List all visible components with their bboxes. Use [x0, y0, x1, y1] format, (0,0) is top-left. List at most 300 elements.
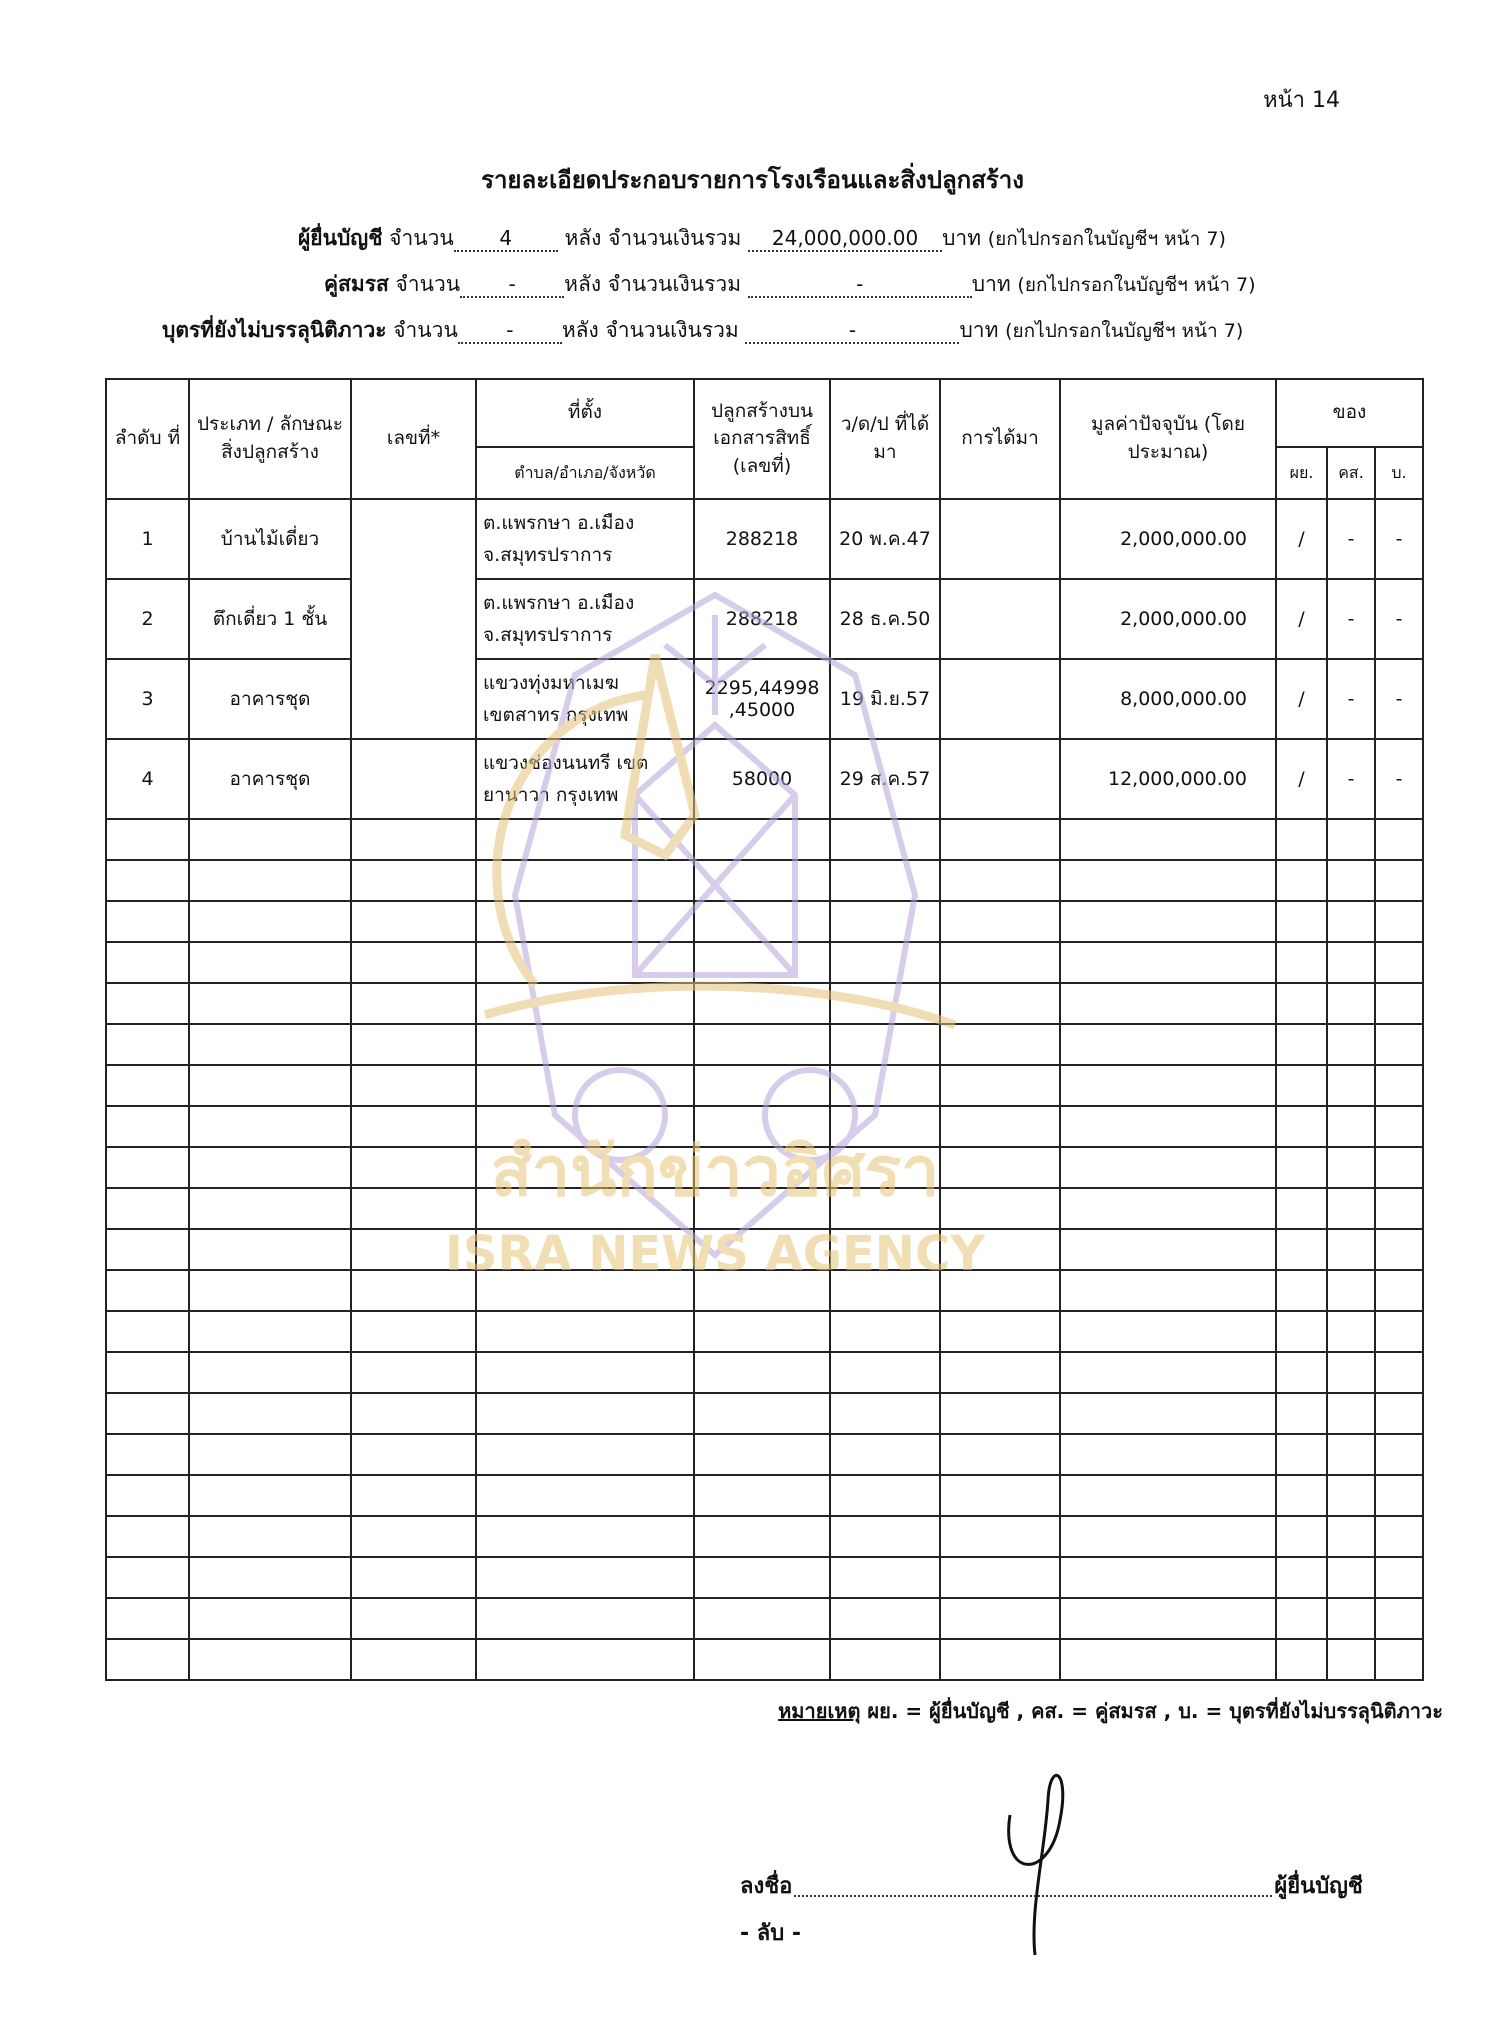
empty-cell [940, 1352, 1060, 1393]
empty-cell [1375, 1065, 1423, 1106]
empty-cell [1375, 1188, 1423, 1229]
empty-cell [940, 1516, 1060, 1557]
empty-cell [830, 1065, 940, 1106]
empty-cell [830, 901, 940, 942]
cell-owner-filer: / [1276, 499, 1327, 579]
remark [778, 1695, 1443, 1727]
empty-cell [940, 1270, 1060, 1311]
cell-seq: 1 [106, 499, 189, 579]
cell-type: ตึกเดี่ยว 1 ชั้น [189, 579, 351, 659]
empty-cell [1060, 1024, 1276, 1065]
empty-table-row [106, 1229, 1423, 1270]
empty-cell [476, 983, 694, 1024]
empty-cell [940, 1024, 1060, 1065]
empty-cell [189, 942, 351, 983]
summary-total-label: จำนวนเงินรวม [607, 272, 742, 296]
header-owner-child: บ. [1375, 447, 1423, 499]
empty-cell [1060, 819, 1276, 860]
empty-cell [940, 1557, 1060, 1598]
header-number: เลขที่* [351, 379, 476, 499]
empty-cell [1276, 819, 1327, 860]
empty-cell [106, 819, 189, 860]
cell-owner-spouse: - [1327, 659, 1375, 739]
summary-who: บุตรที่ยังไม่บรรลุนิติภาวะ [162, 318, 387, 342]
empty-cell [830, 819, 940, 860]
empty-cell [830, 860, 940, 901]
summary-total-label: จำนวนเงินรวม [608, 226, 742, 250]
empty-cell [1375, 1229, 1423, 1270]
empty-cell [1327, 983, 1375, 1024]
empty-cell [476, 1352, 694, 1393]
empty-cell [1375, 1393, 1423, 1434]
empty-cell [189, 1147, 351, 1188]
empty-cell [351, 1516, 476, 1557]
empty-cell [351, 1639, 476, 1680]
empty-cell [106, 1065, 189, 1106]
empty-cell [189, 901, 351, 942]
header-owner: ของ [1276, 379, 1423, 447]
empty-cell [1327, 1188, 1375, 1229]
empty-table-row [106, 1270, 1423, 1311]
empty-cell [1375, 1270, 1423, 1311]
summary-minor-children [162, 314, 1243, 347]
summary-count: - [460, 272, 564, 298]
summary-who: คู่สมรส [324, 272, 389, 296]
empty-cell [830, 1639, 940, 1680]
empty-cell [476, 1557, 694, 1598]
empty-cell [694, 1352, 830, 1393]
empty-cell [1327, 1106, 1375, 1147]
cell-seq: 4 [106, 739, 189, 819]
empty-cell [476, 1475, 694, 1516]
empty-cell [1060, 1188, 1276, 1229]
empty-cell [189, 1270, 351, 1311]
empty-cell [106, 1475, 189, 1516]
cell-value: 8,000,000.00 [1060, 659, 1276, 739]
empty-cell [476, 1188, 694, 1229]
cell-number [351, 499, 476, 579]
empty-cell [106, 1434, 189, 1475]
header-deed: ปลูกสร้างบน เอกสารสิทธิ์ (เลขที่) [694, 379, 830, 499]
remark-text: ผย. = ผู้ยื่นบัญชี , คส. = คู่สมรส , บ. = บุตรที่ยังไม่บรรลุนิติภาวะ [867, 1699, 1443, 1723]
empty-cell [351, 1557, 476, 1598]
empty-cell [1375, 1147, 1423, 1188]
summary-currency: บาท [971, 272, 1011, 296]
empty-cell [1276, 1147, 1327, 1188]
empty-cell [830, 1024, 940, 1065]
empty-cell [189, 983, 351, 1024]
empty-cell [694, 942, 830, 983]
summary-filer [298, 222, 1226, 255]
empty-cell [694, 1475, 830, 1516]
empty-cell [1060, 1270, 1276, 1311]
summary-currency: บาท [959, 318, 999, 342]
empty-cell [1060, 983, 1276, 1024]
cell-owner-child: - [1375, 499, 1423, 579]
empty-cell [1327, 1475, 1375, 1516]
empty-cell [694, 1065, 830, 1106]
empty-cell [189, 1311, 351, 1352]
empty-cell [1060, 860, 1276, 901]
empty-cell [189, 1024, 351, 1065]
cell-date: 20 พ.ค.47 [830, 499, 940, 579]
cell-owner-child: - [1375, 739, 1423, 819]
cell-owner-child: - [1375, 659, 1423, 739]
empty-cell [351, 1229, 476, 1270]
empty-cell [189, 1229, 351, 1270]
empty-cell [1327, 819, 1375, 860]
empty-cell [830, 1188, 940, 1229]
cell-number [351, 739, 476, 819]
empty-table-row [106, 1475, 1423, 1516]
empty-cell [694, 860, 830, 901]
empty-cell [106, 1516, 189, 1557]
empty-cell [1276, 1516, 1327, 1557]
location-line-1: แขวงช่องนนทรี เขต [483, 751, 649, 774]
empty-cell [476, 901, 694, 942]
empty-cell [189, 1639, 351, 1680]
cell-location [476, 499, 694, 579]
empty-table-row [106, 1598, 1423, 1639]
location-line-2: จ.สมุทรปราการ [483, 544, 613, 566]
empty-cell [1375, 1434, 1423, 1475]
summary-count-label: จำนวน [393, 318, 458, 342]
empty-cell [351, 1024, 476, 1065]
empty-cell [940, 942, 1060, 983]
empty-cell [1276, 1065, 1327, 1106]
empty-cell [1060, 1352, 1276, 1393]
empty-cell [1276, 1352, 1327, 1393]
empty-cell [694, 1393, 830, 1434]
empty-table-row [106, 942, 1423, 983]
empty-cell [1327, 1065, 1375, 1106]
empty-cell [1375, 1516, 1423, 1557]
empty-cell [1060, 1393, 1276, 1434]
summary-total: - [748, 272, 972, 298]
empty-cell [351, 1475, 476, 1516]
empty-cell [830, 1229, 940, 1270]
summary-count: - [458, 318, 562, 344]
cell-date: 28 ธ.ค.50 [830, 579, 940, 659]
empty-cell [476, 1639, 694, 1680]
empty-cell [830, 1516, 940, 1557]
empty-cell [940, 1229, 1060, 1270]
empty-cell [1375, 1352, 1423, 1393]
empty-cell [830, 1475, 940, 1516]
cell-location [476, 739, 694, 819]
empty-cell [1060, 1639, 1276, 1680]
empty-cell [1327, 1557, 1375, 1598]
cell-owner-filer: / [1276, 659, 1327, 739]
empty-cell [476, 1434, 694, 1475]
empty-cell [940, 860, 1060, 901]
empty-cell [694, 983, 830, 1024]
empty-cell [106, 1557, 189, 1598]
summary-total-label: จำนวนเงินรวม [605, 318, 739, 342]
empty-cell [1276, 1188, 1327, 1229]
empty-cell [940, 1598, 1060, 1639]
cell-owner-spouse: - [1327, 499, 1375, 579]
cell-deed: 288218 [694, 499, 830, 579]
empty-cell [189, 1598, 351, 1639]
empty-cell [694, 1188, 830, 1229]
empty-cell [1060, 1229, 1276, 1270]
location-line-1: ต.แพรกษา อ.เมือง [483, 591, 635, 614]
empty-cell [1327, 860, 1375, 901]
empty-cell [830, 983, 940, 1024]
location-line-2: เขตสาทร กรุงเทพ [483, 704, 629, 726]
cell-owner-spouse: - [1327, 739, 1375, 819]
empty-cell [1276, 942, 1327, 983]
empty-cell [1276, 860, 1327, 901]
empty-cell [1060, 1311, 1276, 1352]
empty-cell [476, 860, 694, 901]
summary-unit: หลัง [561, 318, 599, 342]
empty-cell [189, 1106, 351, 1147]
empty-cell [351, 819, 476, 860]
cell-owner-filer: / [1276, 579, 1327, 659]
empty-cell [351, 1434, 476, 1475]
empty-cell [106, 1024, 189, 1065]
location-line-1: ต.แพรกษา อ.เมือง [483, 511, 635, 534]
empty-cell [106, 1598, 189, 1639]
empty-cell [830, 1311, 940, 1352]
empty-cell [1327, 1393, 1375, 1434]
empty-cell [1060, 1434, 1276, 1475]
empty-cell [1375, 1106, 1423, 1147]
empty-cell [189, 1352, 351, 1393]
empty-table-row [106, 1147, 1423, 1188]
empty-cell [189, 1065, 351, 1106]
cell-owner-filer: / [1276, 739, 1327, 819]
empty-cell [940, 1065, 1060, 1106]
empty-cell [106, 1147, 189, 1188]
sign-role: ผู้ยื่นบัญชี [1274, 1874, 1363, 1899]
empty-cell [694, 1557, 830, 1598]
empty-cell [940, 1475, 1060, 1516]
empty-cell [694, 1024, 830, 1065]
classification-mark: - ลับ - [740, 1921, 802, 1946]
sign-label: ลงชื่อ [740, 1874, 793, 1899]
empty-table-row [106, 1639, 1423, 1680]
empty-cell [1375, 1557, 1423, 1598]
empty-cell [1375, 1024, 1423, 1065]
header-value: มูลค่าปัจจุบัน (โดยประมาณ) [1060, 379, 1276, 499]
empty-cell [476, 1106, 694, 1147]
empty-cell [106, 1311, 189, 1352]
empty-cell [940, 1106, 1060, 1147]
empty-cell [1327, 901, 1375, 942]
empty-cell [189, 860, 351, 901]
empty-cell [1276, 1024, 1327, 1065]
header-owner-filer: ผย. [1276, 447, 1327, 499]
empty-table-row [106, 1352, 1423, 1393]
empty-cell [1060, 901, 1276, 942]
empty-cell [351, 1352, 476, 1393]
empty-cell [830, 1434, 940, 1475]
empty-cell [1276, 1434, 1327, 1475]
empty-cell [476, 1516, 694, 1557]
empty-cell [351, 1393, 476, 1434]
empty-cell [476, 1311, 694, 1352]
empty-cell [106, 1106, 189, 1147]
empty-cell [106, 1352, 189, 1393]
empty-cell [476, 1393, 694, 1434]
location-line-2: ยานาวา กรุงเทพ [483, 784, 619, 806]
empty-cell [940, 901, 1060, 942]
empty-cell [189, 1188, 351, 1229]
empty-cell [1060, 942, 1276, 983]
empty-cell [351, 1311, 476, 1352]
empty-cell [694, 1147, 830, 1188]
empty-cell [1327, 1311, 1375, 1352]
empty-cell [830, 1598, 940, 1639]
empty-cell [476, 1270, 694, 1311]
empty-cell [106, 942, 189, 983]
cell-owner-child: - [1375, 579, 1423, 659]
empty-table-row [106, 1106, 1423, 1147]
empty-cell [189, 1475, 351, 1516]
cell-seq: 2 [106, 579, 189, 659]
page-number: หน้า 14 [1263, 88, 1340, 113]
empty-cell [1276, 1639, 1327, 1680]
empty-cell [351, 1147, 476, 1188]
empty-cell [1375, 1475, 1423, 1516]
empty-table-row [106, 819, 1423, 860]
empty-cell [106, 901, 189, 942]
empty-cell [1276, 1475, 1327, 1516]
empty-table-row [106, 1024, 1423, 1065]
empty-cell [106, 983, 189, 1024]
header-acquire: การได้มา [940, 379, 1060, 499]
empty-cell [1060, 1516, 1276, 1557]
summary-spouse [324, 268, 1256, 301]
empty-cell [1276, 901, 1327, 942]
header-location: ที่ตั้ง [476, 379, 694, 447]
empty-cell [1375, 942, 1423, 983]
empty-cell [106, 1270, 189, 1311]
empty-cell [694, 1598, 830, 1639]
empty-cell [189, 1393, 351, 1434]
header-date: ว/ด/ป ที่ได้มา [830, 379, 940, 499]
watermark-text-thai: สำนักข่าวอิศรา [490, 1133, 940, 1212]
empty-cell [1276, 1557, 1327, 1598]
empty-cell [1375, 983, 1423, 1024]
table-row [106, 659, 1423, 739]
cell-seq: 3 [106, 659, 189, 739]
empty-cell [694, 1229, 830, 1270]
cell-number [351, 659, 476, 739]
empty-cell [476, 942, 694, 983]
empty-cell [1327, 1639, 1375, 1680]
header-location-sub: ตำบล/อำเภอ/จังหวัด [476, 447, 694, 499]
location-line-1: แขวงทุ่งมหาเมฆ [483, 671, 619, 694]
empty-cell [1276, 983, 1327, 1024]
empty-cell [940, 1311, 1060, 1352]
empty-cell [694, 1434, 830, 1475]
summary-unit: หลัง [564, 272, 602, 296]
empty-cell [476, 1065, 694, 1106]
empty-cell [1327, 1516, 1375, 1557]
watermark-text-english: ISRA NEWS AGENCY [445, 1226, 985, 1282]
empty-cell [694, 1106, 830, 1147]
empty-cell [1327, 1270, 1375, 1311]
empty-cell [351, 901, 476, 942]
summary-note: (ยกไปกรอกในบัญชีฯ หน้า 7) [1017, 274, 1256, 296]
empty-cell [106, 1229, 189, 1270]
cell-value: 2,000,000.00 [1060, 499, 1276, 579]
empty-cell [1375, 1311, 1423, 1352]
summary-currency: บาท [942, 226, 982, 250]
empty-cell [476, 819, 694, 860]
empty-cell [694, 901, 830, 942]
empty-cell [476, 1229, 694, 1270]
empty-table-row [106, 1516, 1423, 1557]
empty-cell [1327, 1229, 1375, 1270]
summary-count: 4 [454, 226, 558, 252]
cell-type: อาคารชุด [189, 659, 351, 739]
empty-cell [476, 1024, 694, 1065]
location-line-2: จ.สมุทรปราการ [483, 624, 613, 646]
empty-cell [1060, 1598, 1276, 1639]
empty-cell [694, 1270, 830, 1311]
empty-cell [830, 1106, 940, 1147]
empty-cell [940, 983, 1060, 1024]
empty-cell [189, 819, 351, 860]
empty-cell [189, 1557, 351, 1598]
handwritten-signature [990, 1760, 1100, 1960]
empty-table-row [106, 860, 1423, 901]
cell-deed: 2295,44998 ,45000 [694, 659, 830, 739]
empty-cell [1327, 1434, 1375, 1475]
empty-table-row [106, 1311, 1423, 1352]
cell-value: 12,000,000.00 [1060, 739, 1276, 819]
empty-cell [351, 1106, 476, 1147]
empty-cell [830, 1352, 940, 1393]
buildings-table [105, 378, 1424, 1681]
empty-cell [1276, 1598, 1327, 1639]
empty-cell [351, 983, 476, 1024]
empty-cell [1060, 1557, 1276, 1598]
empty-cell [351, 1270, 476, 1311]
table-row [106, 499, 1423, 579]
empty-table-row [106, 1065, 1423, 1106]
empty-cell [1375, 1639, 1423, 1680]
cell-type: อาคารชุด [189, 739, 351, 819]
summary-who: ผู้ยื่นบัญชี [298, 226, 383, 250]
signature-line [740, 1868, 1363, 1903]
empty-cell [1060, 1106, 1276, 1147]
empty-cell [940, 1639, 1060, 1680]
empty-cell [189, 1434, 351, 1475]
empty-cell [1276, 1311, 1327, 1352]
summary-note: (ยกไปกรอกในบัญชีฯ หน้า 7) [1005, 320, 1244, 342]
cell-acquire [940, 659, 1060, 739]
empty-cell [1276, 1270, 1327, 1311]
header-owner-spouse: คส. [1327, 447, 1375, 499]
empty-cell [476, 1147, 694, 1188]
cell-owner-spouse: - [1327, 579, 1375, 659]
empty-cell [830, 1270, 940, 1311]
empty-cell [940, 819, 1060, 860]
empty-cell [940, 1147, 1060, 1188]
empty-cell [1060, 1475, 1276, 1516]
empty-cell [351, 860, 476, 901]
empty-table-row [106, 1434, 1423, 1475]
empty-table-row [106, 983, 1423, 1024]
empty-cell [1375, 860, 1423, 901]
empty-cell [1327, 1598, 1375, 1639]
